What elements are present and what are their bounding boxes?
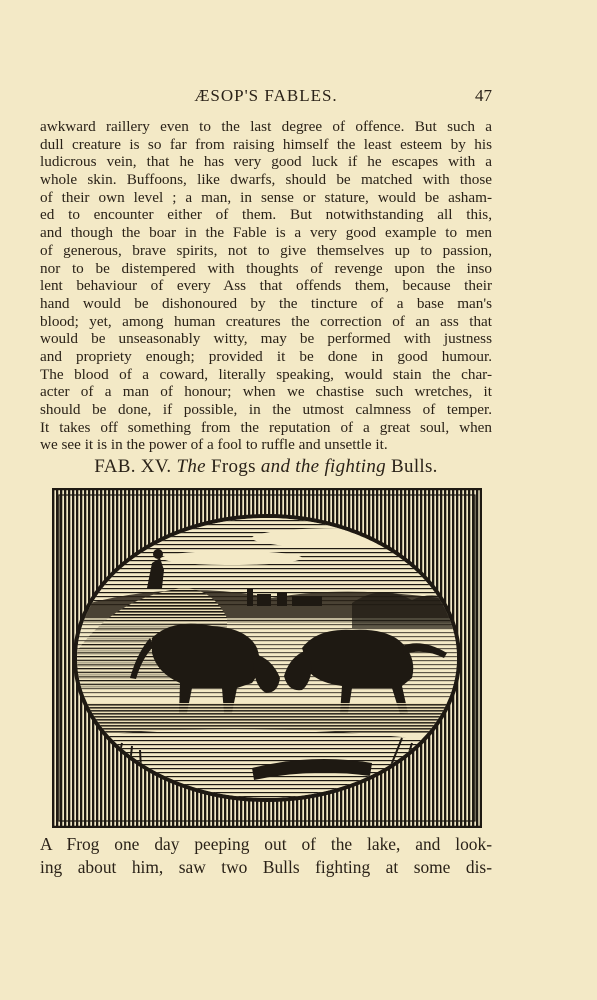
running-title: ÆSOP'S FABLES. xyxy=(194,86,338,105)
page-number: 47 xyxy=(475,86,492,105)
text-line: and though the boar in the Fable is a very good example to men xyxy=(40,224,492,242)
fable-title-frogs: Frogs xyxy=(210,456,256,477)
fable-number: FAB. XV. xyxy=(94,456,172,477)
text-line: ludicrous vein, that he has very good luck if he escapes with a xyxy=(40,153,492,171)
fable-title-and-the-fighting: and the fighting xyxy=(260,456,386,477)
fable-heading xyxy=(40,456,492,478)
text-line: The blood of a coward, literally speaking, would stain the char- xyxy=(40,365,492,383)
woodcut-illustration xyxy=(52,488,482,828)
text-line: It takes off something from the reputation of a great soul, when xyxy=(40,418,492,436)
text-line: nor to be distempered with thoughts of revenge upon the inso xyxy=(40,259,492,277)
text-line: we see it is in the power of a fool to ruffle and unsettle it. xyxy=(40,436,388,454)
text-line: and propriety enough; provided it be done in good humour. xyxy=(40,347,492,365)
fable-text-line: ing about him, saw two Bulls fighting at some dis- xyxy=(40,857,492,877)
text-line: ed to encounter either of them. But notwithstanding all this, xyxy=(40,206,492,224)
text-line: hand would be dishonoured by the tincture of a base man's xyxy=(40,294,492,312)
text-line: acter of a man of honour; when we chastise such wretches, it xyxy=(40,383,492,401)
fable-title-the: The xyxy=(176,456,206,477)
commentary-paragraph xyxy=(40,118,492,454)
text-line: would be unseasonably witty, may be performed with justness xyxy=(40,330,492,348)
running-head xyxy=(40,86,492,108)
text-line: should be done, if possible, in the utmost calmness of temper. xyxy=(40,401,492,418)
text-line: whole skin. Buffoons, like dwarfs, should be matched with those xyxy=(40,171,492,189)
text-line: lent behaviour of every Ass that offends them, because their xyxy=(40,277,492,295)
fable-title-bulls: Bulls. xyxy=(391,456,438,477)
text-line: of their own level ; a man, in sense or stature, would be asham- xyxy=(40,188,492,206)
text-line: awkward raillery even to the last degree of offence. But such a xyxy=(40,118,492,135)
fable-text-line: A Frog one day peeping out of the lake, and look- xyxy=(40,834,492,854)
fable-paragraph xyxy=(40,833,492,879)
text-line: dull creature is so far from raising himself the least esteem by his xyxy=(40,135,492,153)
woodcut-frogs-bulls-image xyxy=(52,488,482,828)
text-line: blood; yet, among human creatures the correction of an ass that xyxy=(40,312,492,330)
text-line: of generous, brave spirits, not to give themselves up to passion, xyxy=(40,241,492,259)
